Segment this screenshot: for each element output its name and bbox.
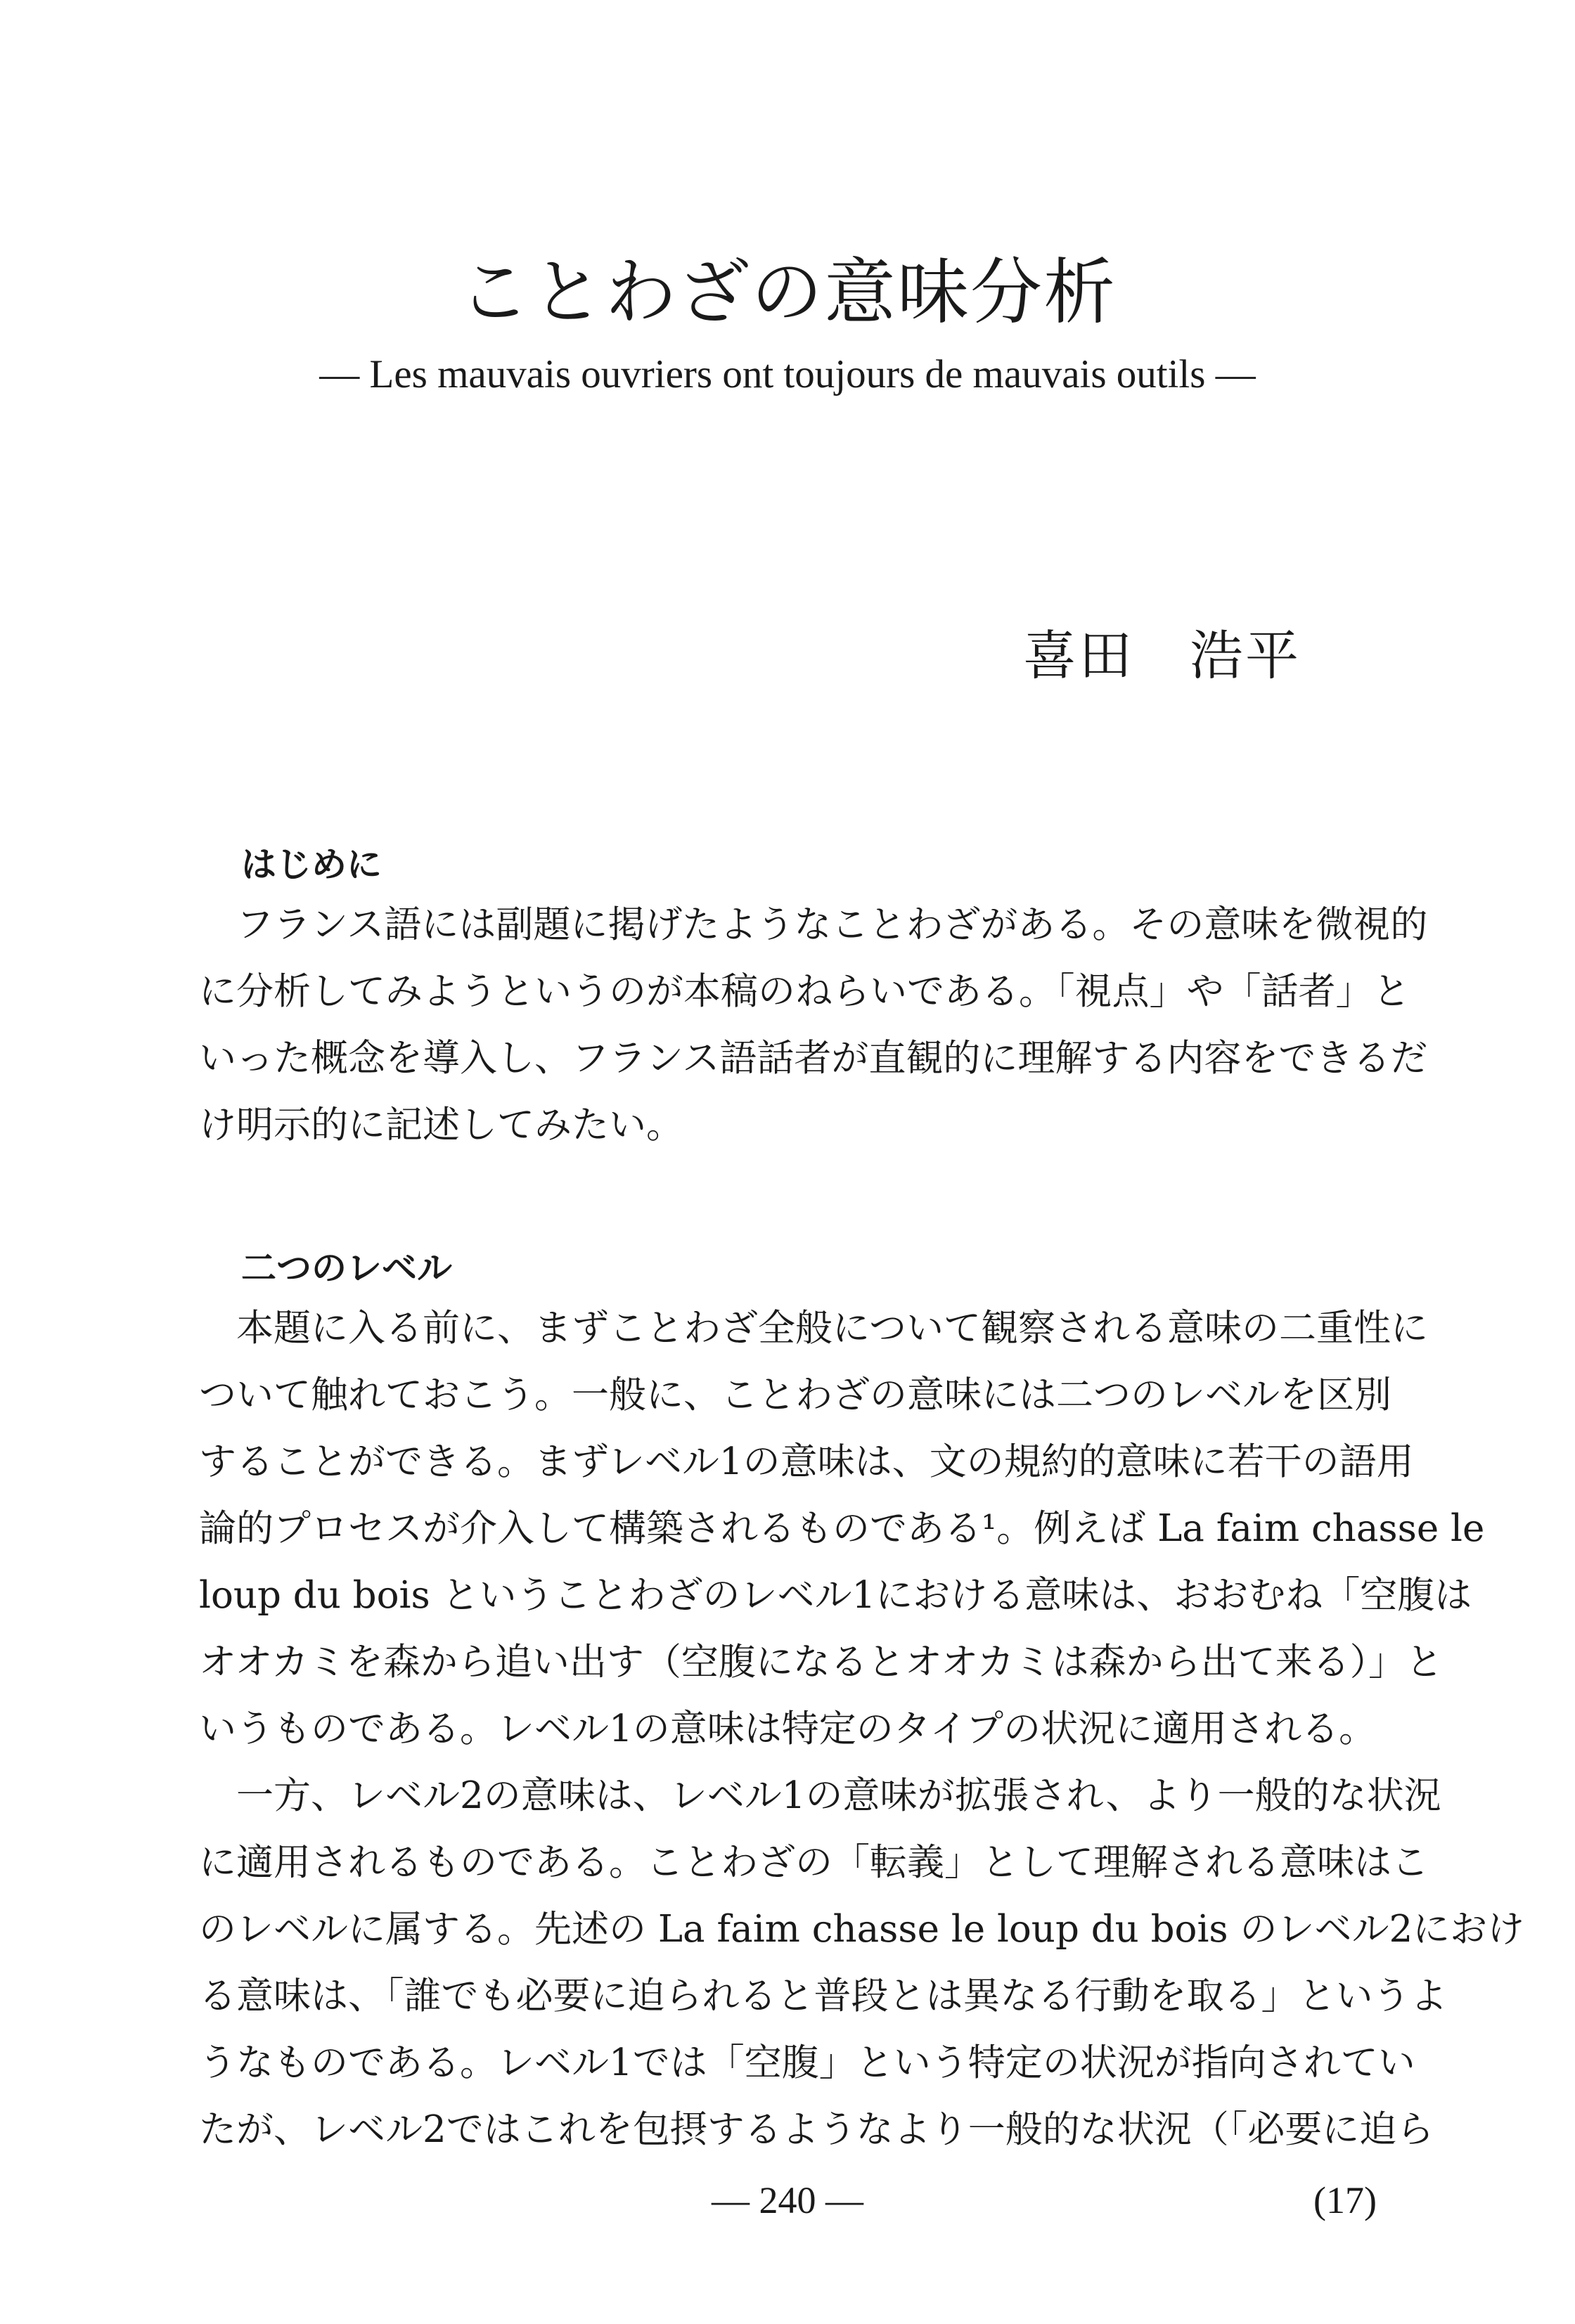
section-heading-introduction: はじめに [241, 844, 382, 885]
text-line: 一方、レベル2の意味は、レベル1の意味が拡張され、より一般的な状況 [236, 1774, 1441, 1817]
section-number: (17) [1313, 2179, 1377, 2221]
text-line: たが、レベル2ではこれを包摂するようなより一般的な状況（「必要に迫ら [199, 2108, 1434, 2151]
page-title: ことわざの意味分析 [458, 251, 1117, 335]
page-subtitle: — Les mauvais ouvriers ont toujours de mauvais outils — [319, 352, 1256, 396]
text-line: る意味は、「誰でも必要に迫られると普段とは異なる行動を取る」というよ [199, 1975, 1448, 2018]
text-line: ついて触れておこう。一般に、ことわざの意味には二つのレベルを区別 [199, 1374, 1391, 1416]
section-heading-two-levels: 二つのレベル [241, 1248, 452, 1289]
text-line: に適用されるものである。ことわざの「転義」として理解される意味はこ [199, 1841, 1429, 1884]
text-line: フランス語には副題に掲げたようなことわざがある。その意味を微視的 [236, 903, 1428, 946]
two-levels-paragraph-1 [199, 1295, 1485, 1762]
text-line: loup du bois ということわざのレベル1における意味は、おおむね「空腹は [199, 1574, 1472, 1617]
text-line: 本題に入る前に、まずことわざ全般について観察される意味の二重性に [236, 1307, 1428, 1350]
text-line: に分析してみようというのが本稿のねらいである。「視点」や「話者」と [199, 970, 1410, 1013]
text-line: うなものである。レベル1では「空腹」という特定の状況が指向されてい [199, 2041, 1415, 2084]
text-line: することができる。まずレベル1の意味は、文の規約的意味に若干の語用 [199, 1440, 1414, 1483]
two-levels-paragraph-2 [199, 1762, 1525, 2163]
text-line: いうものである。レベル1の意味は特定のタイプの状況に適用される。 [199, 1708, 1377, 1750]
introduction-paragraph [199, 891, 1428, 1158]
author-name: 喜田 浩平 [1023, 624, 1301, 687]
text-line: のレベルに属する。先述の La faim chasse le loup du bois のレベル2におけ [199, 1908, 1525, 1951]
text-line: いった概念を導入し、フランス語話者が直観的に理解する内容をできるだ [199, 1037, 1428, 1080]
page-number: — 240 — [712, 2179, 863, 2221]
text-line: オオカミを森から追い出す（空腹になるとオオカミは森から出て来る）」と [199, 1641, 1444, 1684]
text-line: け明示的に記述してみたい。 [199, 1104, 683, 1147]
text-line: 論的プロセスが介入して構築されるものである¹。例えば La faim chasse le [199, 1507, 1485, 1550]
